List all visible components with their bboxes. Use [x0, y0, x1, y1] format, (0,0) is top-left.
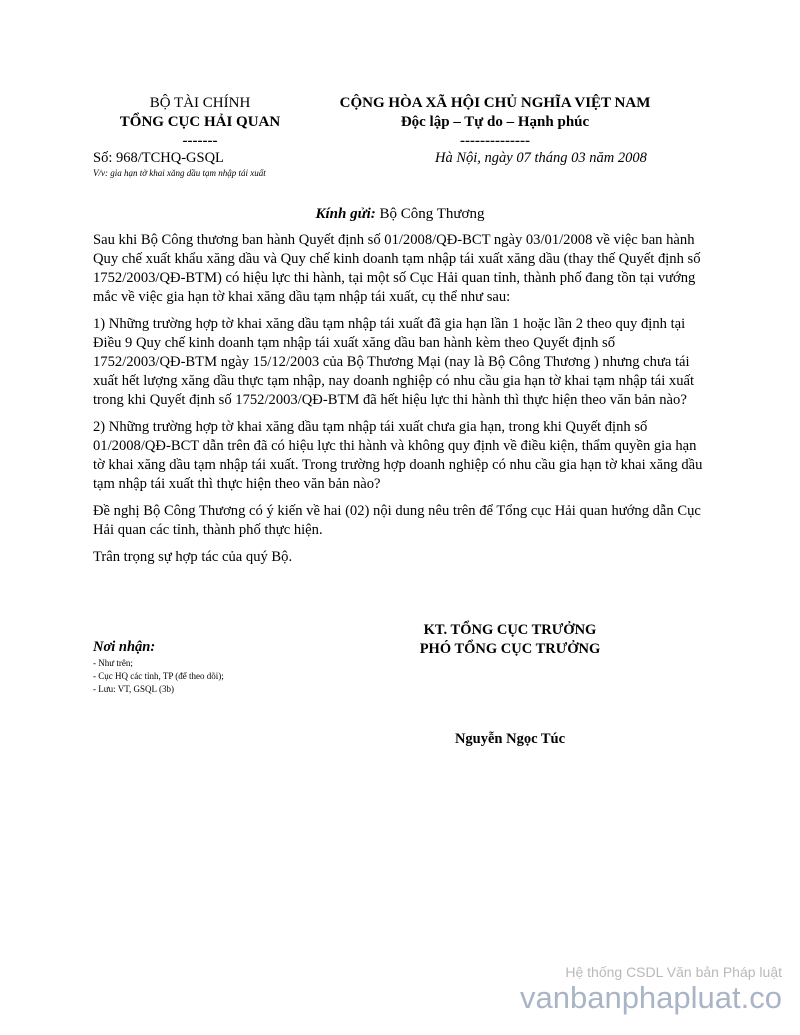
signature-title-line2: PHÓ TỔNG CỤC TRƯỞNG	[419, 641, 601, 657]
recipient-name: Bộ Công Thương	[379, 206, 485, 222]
signature-title-block	[380, 621, 640, 659]
letter-body	[93, 231, 707, 575]
recipients-list	[93, 657, 224, 696]
national-motto: Độc lập – Tự do – Hạnh phúc	[400, 114, 590, 130]
document-subject: V/v: gia hạn tờ khai xăng dầu tạm nhập tái xuất	[93, 168, 266, 178]
header-left-rule: -------	[182, 133, 218, 149]
header-right-rule: --------------	[460, 133, 530, 149]
recipient-item: - Cục HQ các tỉnh, TP (để theo dõi);	[93, 671, 224, 681]
signer-name: Nguyễn Ngọc Túc	[454, 731, 566, 747]
national-title-block	[320, 94, 670, 151]
issuing-agency-block	[90, 94, 310, 151]
date-line: Hà Nội, ngày 07 tháng 03 năm 2008	[435, 150, 647, 166]
signature-title-line1: KT. TỔNG CỤC TRƯỞNG	[423, 622, 597, 638]
recipients-label: Nơi nhận:	[93, 639, 156, 655]
paragraph-request: Đề nghị Bộ Công Thương có ý kiến về hai (02) nội dung nêu trên để Tổng cục Hải quan hướng dẫn Cục Hải quan các tỉnh, thành phố thực hiện.	[93, 503, 701, 538]
department-name: TỔNG CỤC HẢI QUAN	[119, 114, 281, 130]
recipient-line	[0, 206, 800, 223]
paragraph-question-2: 2) Những trường hợp tờ khai xăng dầu tạm nhập tái xuất chưa gia hạn, trong khi Quyết định số 01/2008/QĐ-BCT dẫn trên đã có hiệu lực thi hành và không quy định về điều kiện, thẩm quyền gia hạn tờ khai xăng dầu tạm nhập tái xuất. Trong trường hợp doanh nghiệp có nhu cầu gia hạn tờ khai xăng dầu tạm nhập tái xuất thì thực hiện theo văn bản nào?	[93, 419, 703, 492]
recipient-item: - Như trên;	[93, 658, 133, 668]
nation-name: CỘNG HÒA XÃ HỘI CHỦ NGHĨA VIỆT NAM	[339, 95, 651, 111]
paragraph-intro: Sau khi Bộ Công thương ban hành Quyết định số 01/2008/QĐ-BCT ngày 03/01/2008 về việc ban hành Quy chế xuất khẩu xăng dầu và Quy chế kinh doanh tạm nhập tái xuất xăng dầu (thay thế Quyết định số 1752/2003/QĐ-BTM) có hiệu lực thi hành, tại một số Cục Hải quan tỉnh, thành phố đang tồn tại vướng mắc về việc gia hạn tờ khai xăng dầu tạm nhập tái xuất, cụ thể như sau:	[93, 232, 701, 305]
watermark-site-link[interactable]: vanbanphapluat.co	[519, 980, 782, 1015]
ministry-name: BỘ TÀI CHÍNH	[149, 95, 251, 111]
recipient-label: Kính gửi:	[315, 206, 376, 222]
paragraph-closing: Trân trọng sự hợp tác của quý Bộ.	[93, 549, 293, 565]
recipient-item: - Lưu: VT, GSQL (3b)	[93, 684, 174, 694]
watermark-caption: Hệ thống CSDL Văn bản Pháp luật	[565, 964, 782, 980]
paragraph-question-1: 1) Những trường hợp tờ khai xăng dầu tạm nhập tái xuất đã gia hạn lần 1 hoặc lần 2 theo quy định tại Điều 9 Quy chế kinh doanh tạm nhập tái xuất xăng dầu ban hành kèm theo Quyết định số 1752/2003/QĐ-BTM ngày 15/12/2003 của Bộ Thương Mại (nay là Bộ Công Thương ) nhưng chưa tái xuất hết lượng xăng dầu thực tạm nhập, nay doanh nghiệp có nhu cầu gia hạn tờ khai tạm nhập tái xuất trong khi Quyết định số 1752/2003/QĐ-BTM đã hết hiệu lực thi hành thì thực hiện theo văn bản nào?	[93, 316, 695, 408]
document-number: Số: 968/TCHQ-GSQL	[93, 150, 224, 166]
